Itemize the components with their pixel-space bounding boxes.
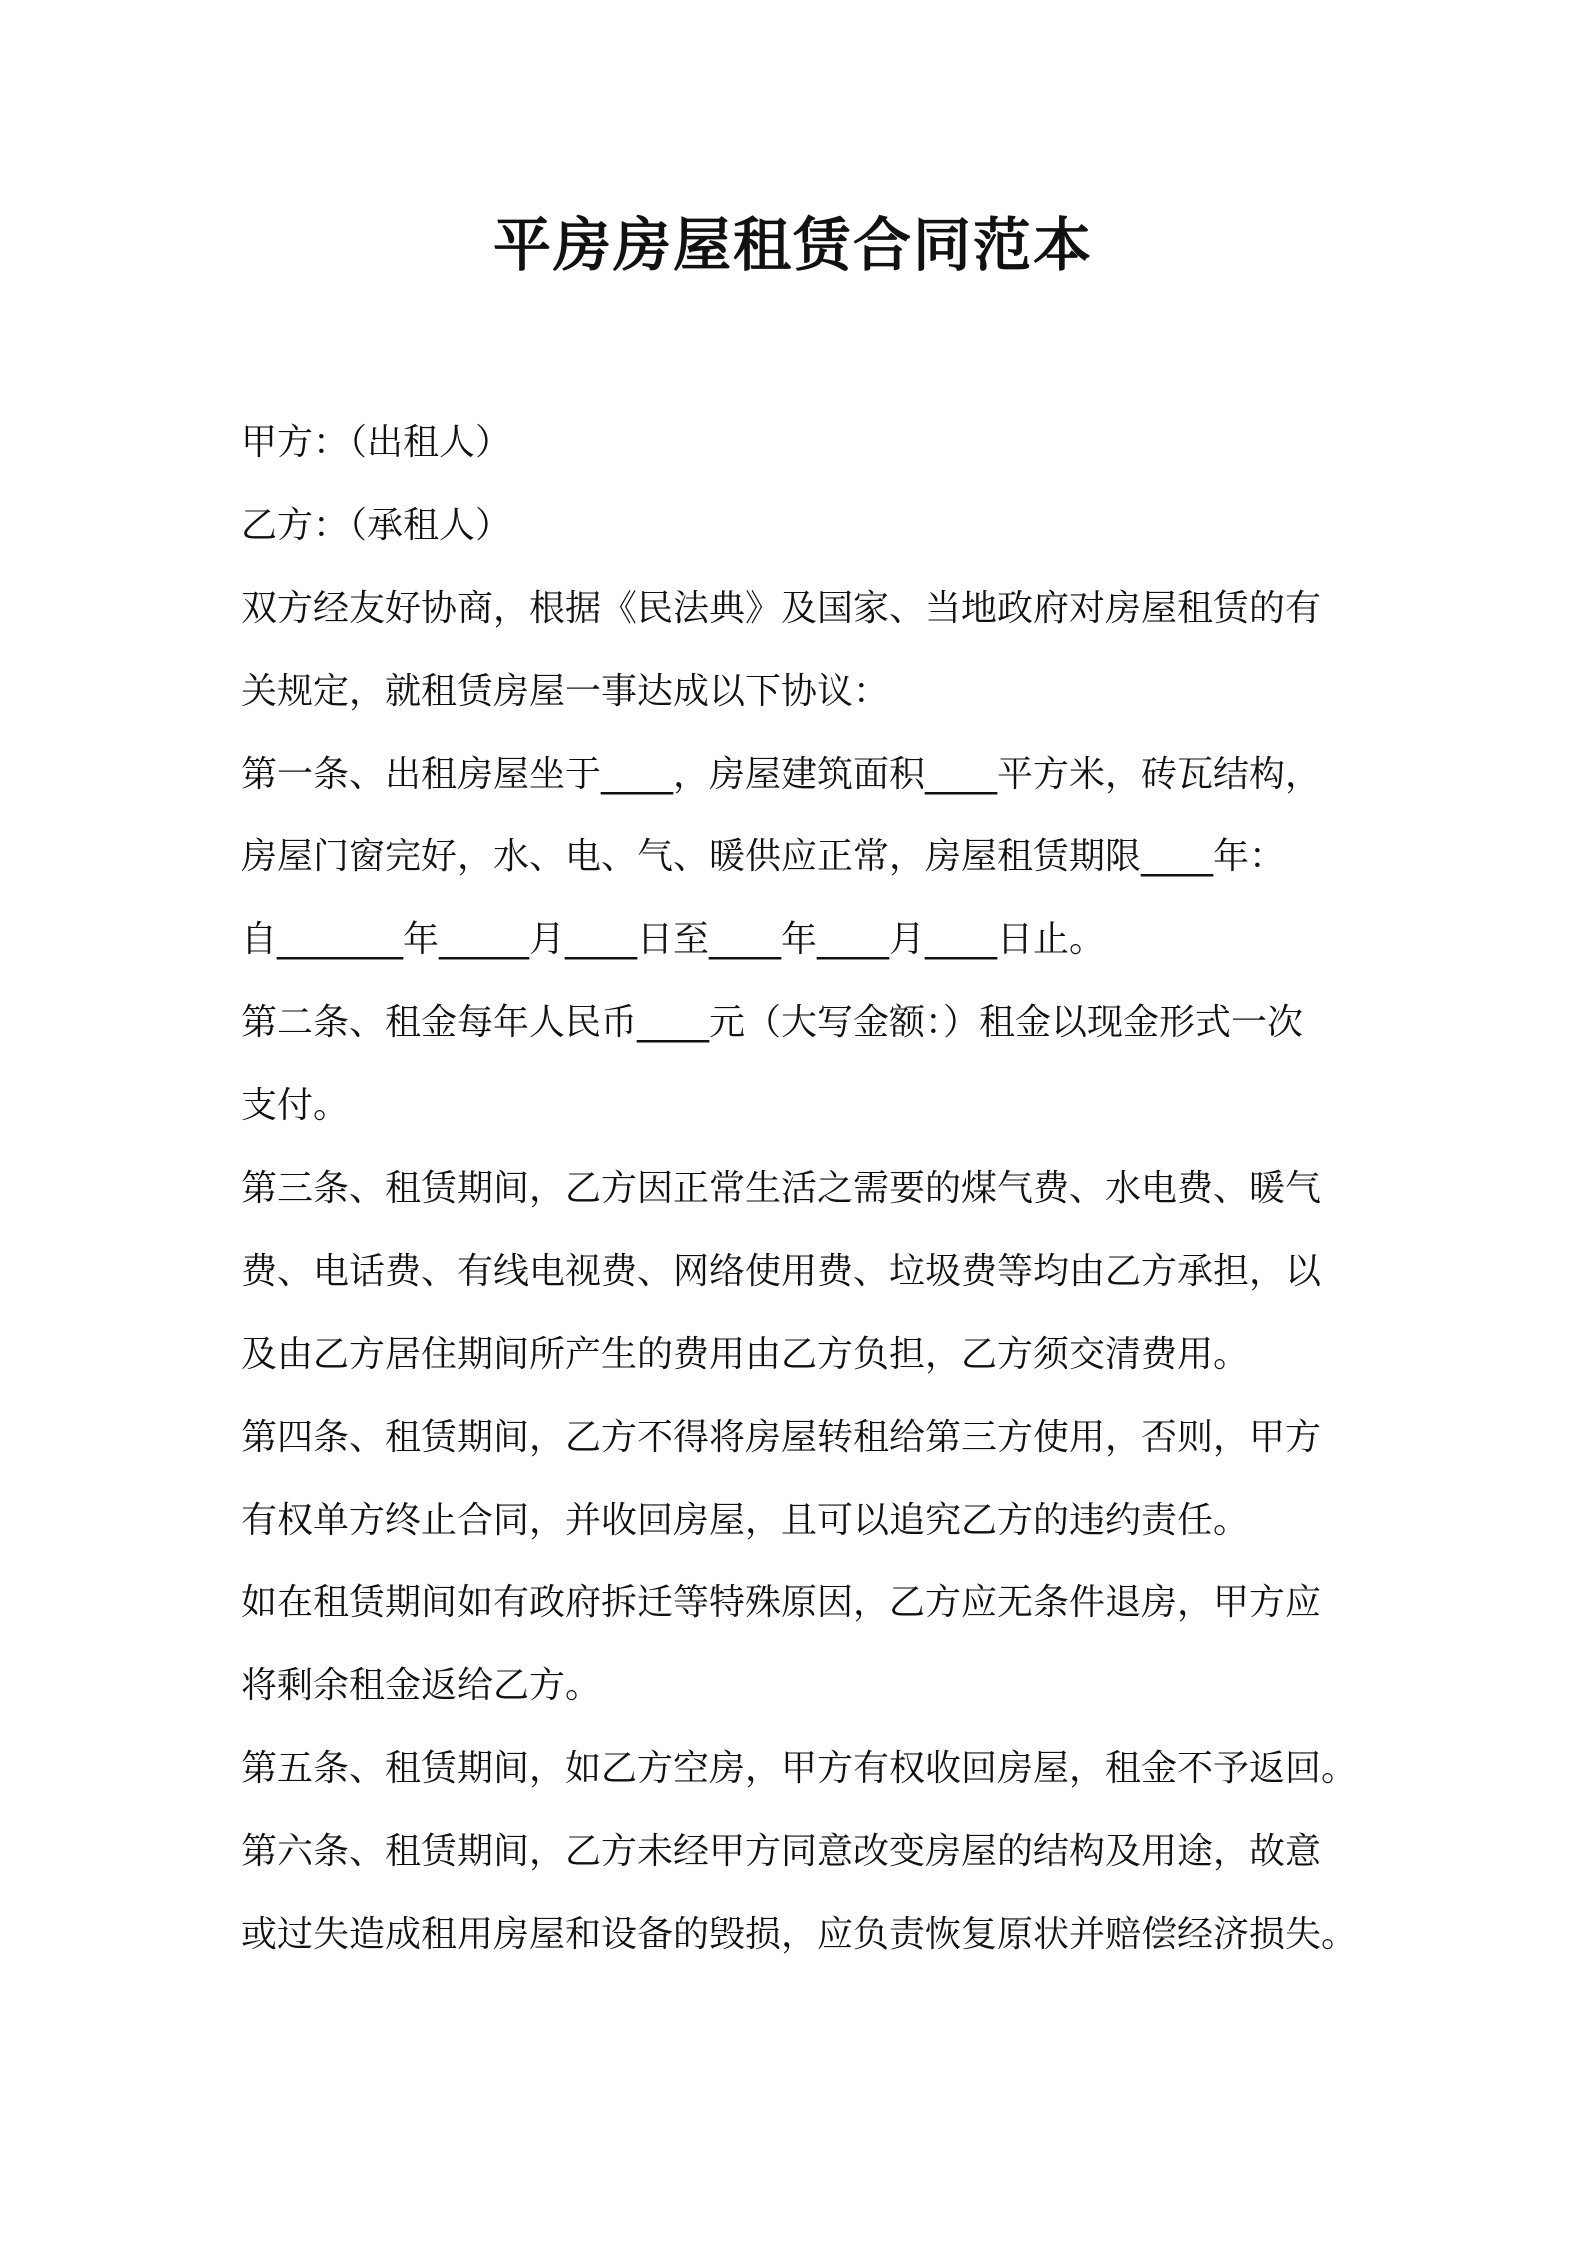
article-1-line-2: 房屋门窗完好，水、电、气、暖供应正常，房屋租赁期限____年：: [241, 836, 1286, 878]
party-a-line: 甲方：（出租人）: [241, 422, 512, 463]
document-body: [241, 402, 1381, 1977]
document-title: 平房房屋租赁合同范本: [492, 211, 1093, 279]
article-5-line-1: 第五条、租赁期间，如乙方空房，甲方有权收回房屋，租金不予返回。: [241, 1748, 1358, 1790]
article-1-line-1: 第一条、出租房屋坐于____，房屋建筑面积____平方米，砖瓦结构，: [241, 753, 1322, 795]
article-2-line-2: 支付。: [241, 1085, 350, 1127]
article-4-line-2: 有权单方终止合同，并收回房屋，且可以追究乙方的违约责任。: [241, 1499, 1250, 1541]
article-4-line-4: 将剩余租金返给乙方。: [241, 1665, 602, 1707]
article-4-line-3: 如在租赁期间如有政府拆迁等特殊原因，乙方应无条件退房，甲方应: [241, 1582, 1322, 1624]
preamble-line-1: 双方经友好协商，根据《民法典》及国家、当地政府对房屋租赁的有: [241, 587, 1322, 629]
article-2-line-1: 第二条、租金每年人民币____元（大写金额：）租金以现金形式一次: [241, 1002, 1304, 1044]
article-4-line-1: 第四条、租赁期间，乙方不得将房屋转租给第三方使用，否则，甲方: [241, 1416, 1322, 1458]
article-3-line-1: 第三条、租赁期间，乙方因正常生活之需要的煤气费、水电费、暖气: [241, 1168, 1322, 1210]
article-6-line-1: 第六条、租赁期间，乙方未经甲方同意改变房屋的结构及用途，故意: [241, 1831, 1322, 1873]
article-1-line-3: 自_______年_____月____日至____年____月____日止。: [241, 919, 1106, 961]
party-b-line: 乙方：（承租人）: [241, 504, 512, 546]
article-3-line-2: 费、电话费、有线电视费、网络使用费、垃圾费等均由乙方承担，以: [241, 1250, 1322, 1292]
preamble-line-2: 关规定，就租赁房屋一事达成以下协议：: [241, 670, 890, 712]
article-6-line-2: 或过失造成租用房屋和设备的毁损，应负责恢复原状并赔偿经济损失。: [241, 1914, 1358, 1956]
article-3-line-3: 及由乙方居住期间所产生的费用由乙方负担，乙方须交清费用。: [241, 1333, 1250, 1375]
